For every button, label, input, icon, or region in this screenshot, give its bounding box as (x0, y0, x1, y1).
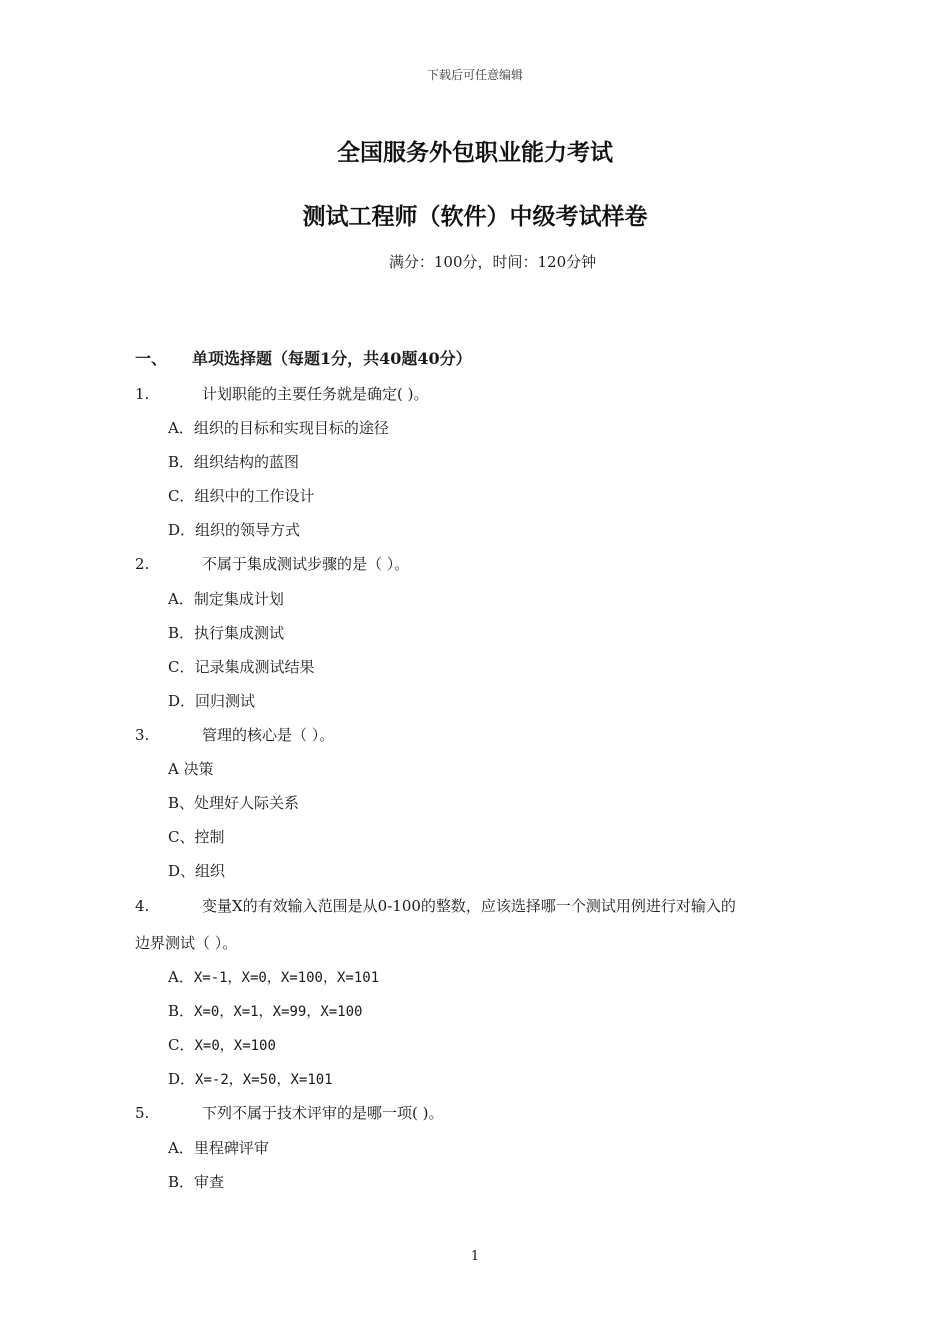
question-5-option-b: B．审查 (168, 1173, 225, 1191)
question-5-option-a: A．里程碑评审 (168, 1139, 269, 1157)
exam-title: 全国服务外包职业能力考试 (337, 140, 613, 166)
section-number: 一、 (135, 349, 168, 368)
question-3-option-c: C、控制 (168, 828, 225, 846)
option-value: X=-2，X=50，X=101 (195, 1072, 333, 1088)
question-4-option-d (168, 1069, 333, 1090)
question-4-option-b (168, 1001, 362, 1022)
question-number: 1. (135, 385, 150, 403)
option-label: D． (168, 1070, 196, 1088)
question-1-option-a: A．组织的目标和实现目标的途径 (168, 419, 389, 437)
question-4-option-a (168, 967, 379, 988)
question-text: 计划职能的主要任务就是确定( )。 (202, 385, 429, 403)
question-text: 变量X的有效输入范围是从0-100的整数，应该选择哪一个测试用例进行对输入的 (202, 897, 736, 915)
question-1 (135, 376, 825, 412)
question-1-option-b: B．组织结构的蓝图 (168, 453, 300, 471)
option-label: A． (168, 968, 194, 986)
question-3 (135, 717, 825, 753)
question-2-option-d: D．回归测试 (168, 692, 256, 710)
option-label: C． (168, 1036, 195, 1054)
exam-subtitle: 测试工程师（软件）中级考试样卷 (302, 204, 648, 230)
question-4 (135, 888, 825, 924)
question-2 (135, 546, 825, 582)
question-text: 不属于集成测试步骤的是（ ）。 (202, 555, 410, 573)
question-3-option-b: B、处理好人际关系 (168, 794, 300, 812)
page-number: 1 (470, 1249, 480, 1264)
question-text: 下列不属于技术评审的是哪一项( )。 (202, 1104, 444, 1122)
section-title: 单项选择题（每题1分，共40题40分） (192, 349, 472, 368)
header-note: 下载后可任意编辑 (426, 68, 523, 82)
question-text: 管理的核心是（ ）。 (202, 726, 335, 744)
question-number: 5. (135, 1104, 150, 1122)
question-1-option-c: C．组织中的工作设计 (168, 487, 315, 505)
question-number: 4. (135, 897, 150, 915)
option-value: X=0，X=100 (194, 1038, 276, 1054)
question-5 (135, 1095, 825, 1131)
option-value: X=-1，X=0，X=100，X=101 (193, 970, 380, 986)
question-3-option-a: A 决策 (168, 760, 214, 778)
exam-meta: 满分：100分，时间：120分钟 (388, 253, 597, 271)
question-4-option-c (168, 1035, 276, 1056)
section-heading (135, 346, 472, 369)
question-2-option-b: B．执行集成测试 (168, 624, 285, 642)
question-3-option-d: D、组织 (168, 862, 226, 880)
question-4-continuation: 边界测试（ ）。 (135, 934, 238, 952)
question-1-option-d: D．组织的领导方式 (168, 521, 301, 539)
option-label: B． (168, 1002, 195, 1020)
question-2-option-c: C．记录集成测试结果 (168, 658, 315, 676)
question-number: 3. (135, 726, 150, 744)
question-number: 2. (135, 555, 150, 573)
option-value: X=0，X=1，X=99，X=100 (194, 1004, 363, 1020)
question-2-option-a: A．制定集成计划 (168, 590, 284, 608)
